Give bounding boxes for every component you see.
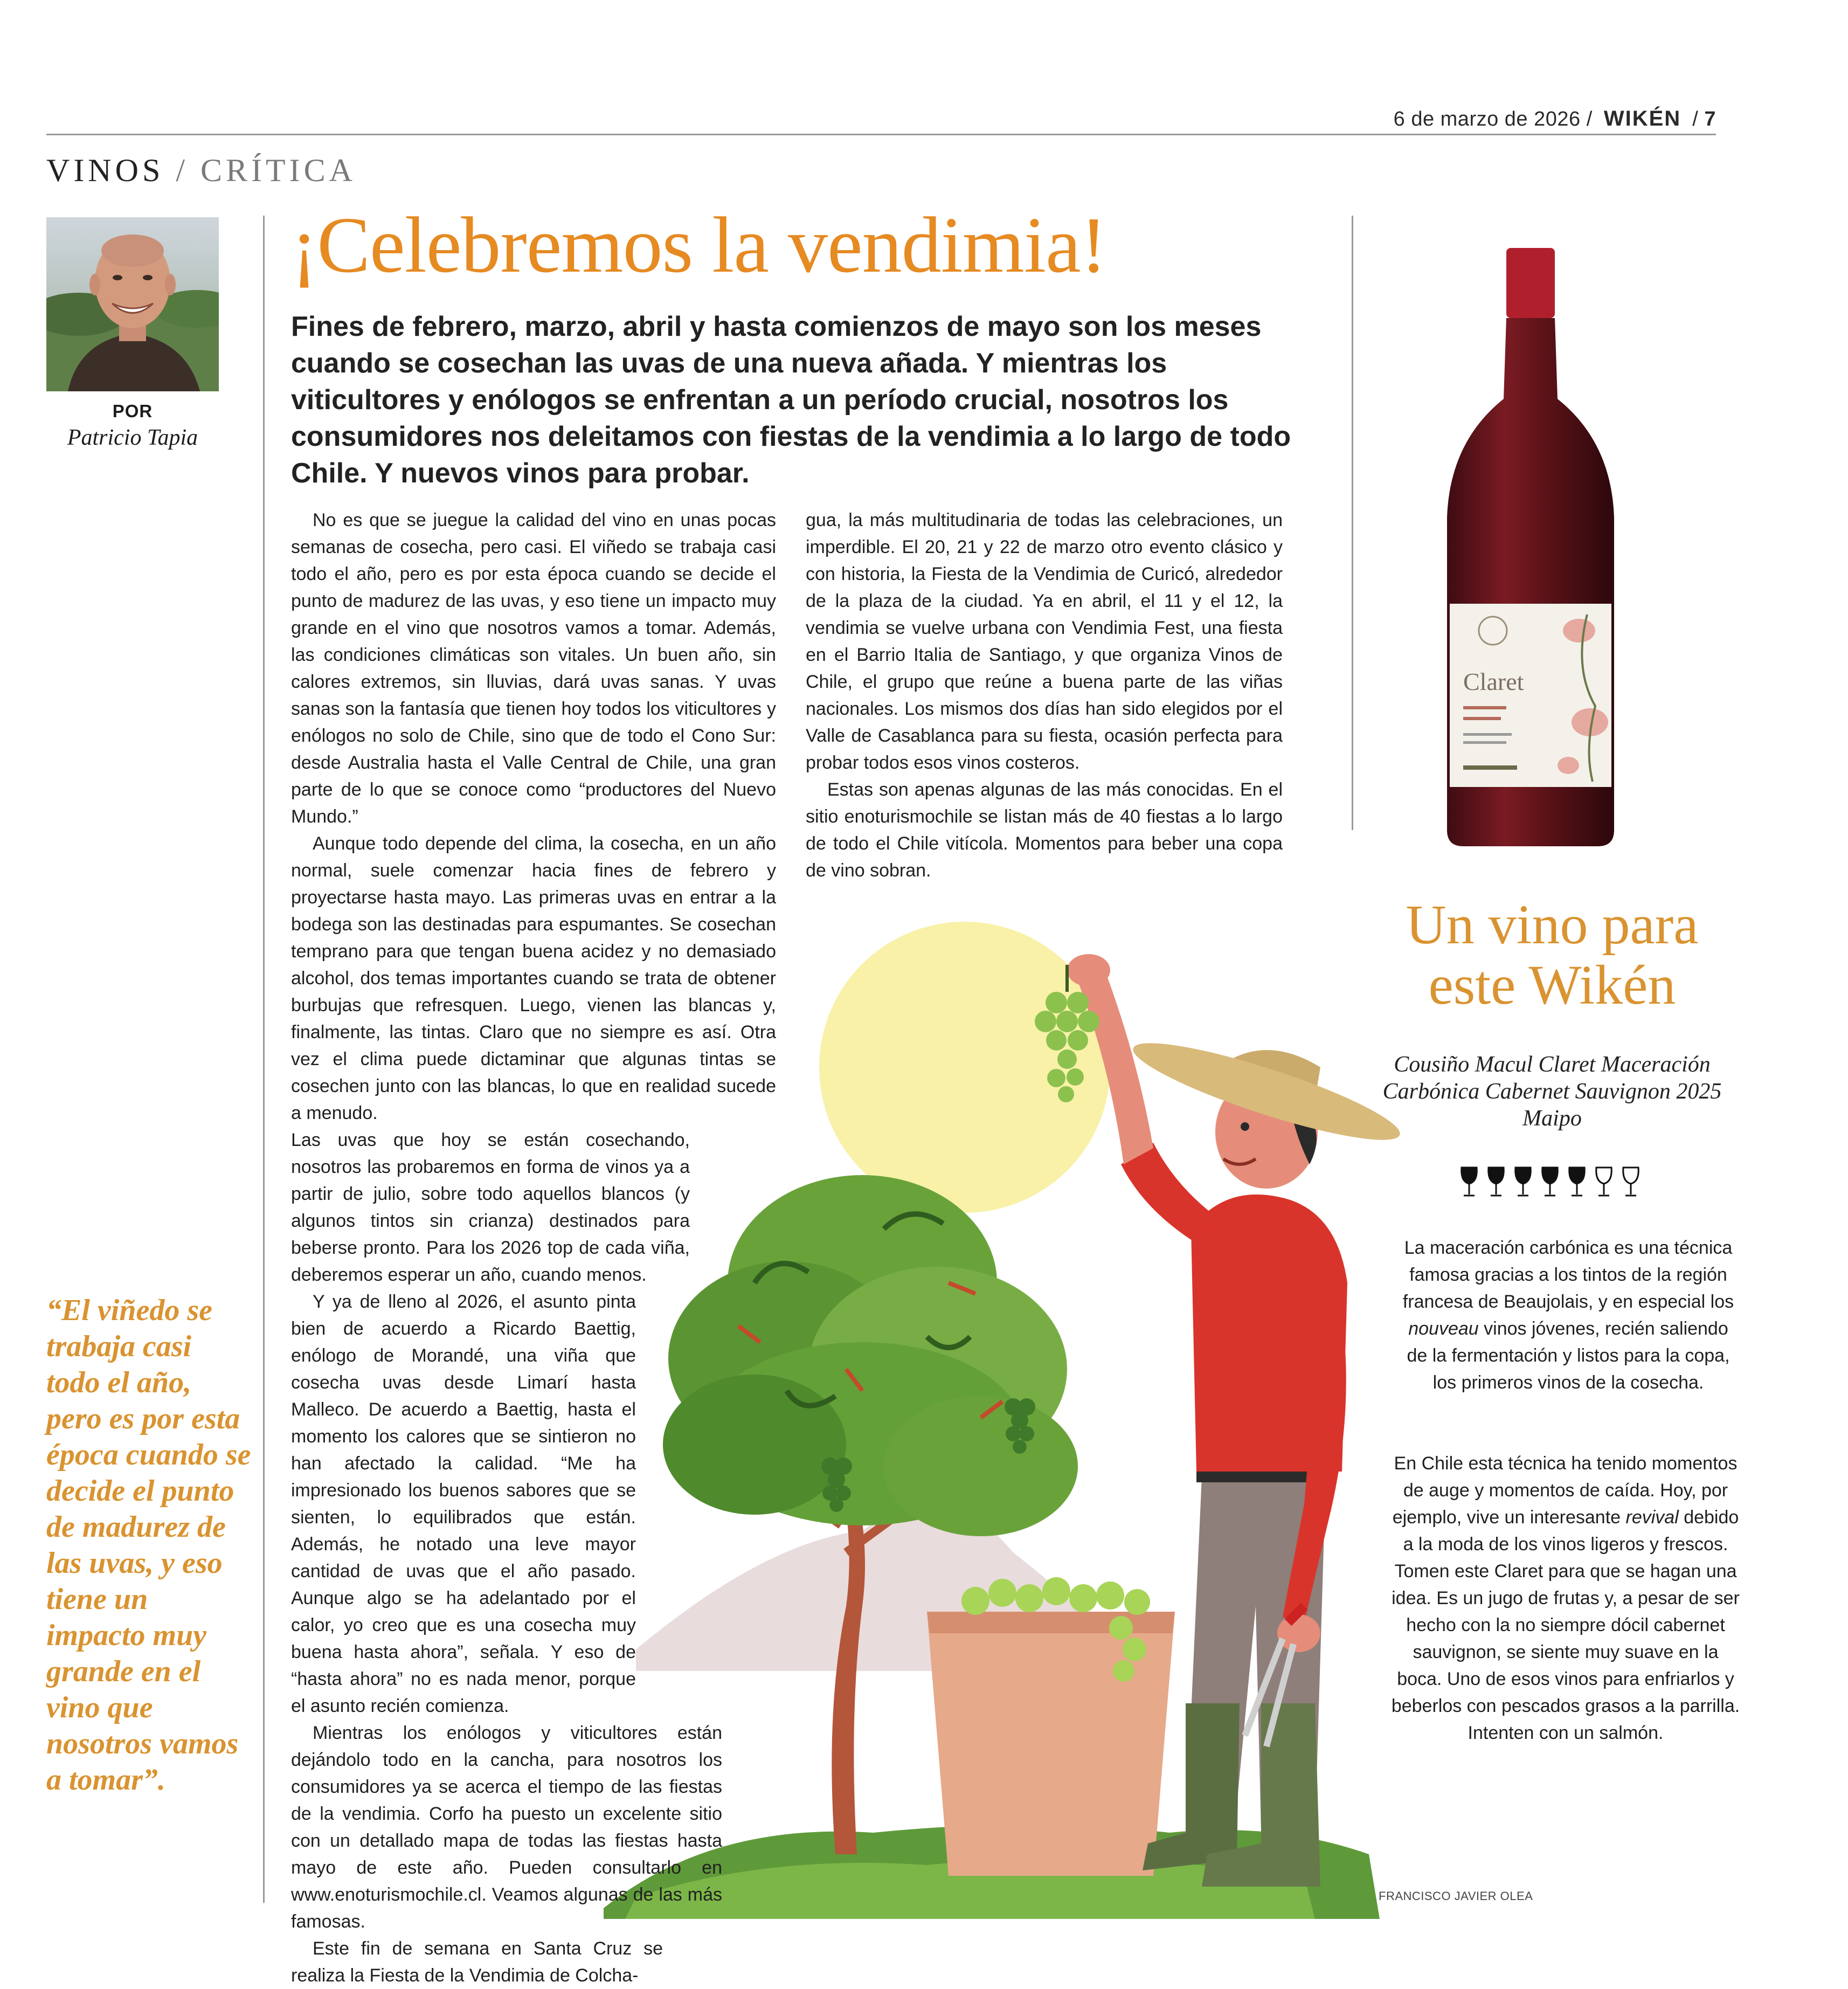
article-column-2 — [806, 507, 1283, 884]
wine-box-title: Un vino para este Wikén — [1406, 894, 1699, 1016]
paragraph — [1390, 1450, 1741, 1746]
paragraph-wrap-narrow — [291, 1288, 636, 1719]
section-label — [46, 152, 356, 189]
paragraph — [1396, 1234, 1741, 1396]
column-rule-right — [1352, 216, 1353, 830]
filled-wine-glass-icon — [1542, 1168, 1558, 1196]
paragraph: Y ya de lleno al 2026, el asunto pinta bien de acuerdo a Ricardo Baettig, enólogo de Morandé, una viña que cosecha uvas desde Limarí hasta Malleco. De acuerdo a Baettig, hasta el momento los calores que se sintieron no han afectado la calidad. “Me ha impresionado los buenos sabores que se sienten, lo equilibrados que están. Además, he notado una leve mayor cantidad de uvas que el año pasado. Aunque algo se ha adelantado por el calor, yo creo que es una cosecha muy buena hasta ahora”, señala. Y eso de “hasta ahora” no es nada menor, porque el asunto recién comienza. — [291, 1292, 636, 1716]
paragraph — [291, 830, 776, 1127]
folio-separator-2: / — [1692, 108, 1699, 130]
filled-wine-glass-icon — [1569, 1168, 1584, 1196]
paragraph-text: debido a la moda de los vinos ligeros y frescos. Tomen este Claret para que se hagan una idea. Es un jugo de frutas y, a pesar de ser hecho con la no siempre dócil cabernet sauvignon, se siente muy suave en la boca. Uno de esos vinos para enfriarlos y beberlos con pescados grasos a la parrilla. Intenten con un salmón. — [1391, 1507, 1740, 1743]
italic-term: nouveau — [1408, 1318, 1479, 1339]
paragraph: Mientras los enólogos y viticultores están dejándolo todo en la cancha, para nosotros los consumidores ya se acerca el tiempo de las fiestas de la vendimia. Corfo ha puesto un excelente sitio con un detallado mapa de todas las fiestas hasta mayo de este año. Pueden consultarlo en www.enoturismochile.cl. Veamos algunas de las más famosas. — [291, 1723, 722, 1932]
wine-name: Cousiño Macul Claret Maceración Carbónica Cabernet Sauvignon 2025 Maipo — [1382, 1052, 1722, 1131]
paragraph-text: vinos jóvenes, recién saliendo de la fermentación y listos para la copa, los primeros vinos de la cosecha. — [1407, 1318, 1730, 1393]
brand-logo: WIKÉN — [1603, 107, 1681, 130]
wine-review-p1 — [1396, 1234, 1741, 1396]
byline-label: POR — [112, 401, 153, 421]
rating-glasses — [1455, 1165, 1649, 1199]
issue-date: 6 de marzo de 2026 — [1393, 108, 1581, 130]
paragraph-wrap — [291, 1127, 690, 1288]
paragraph-text: Aunque todo depende del clima, la cosecha, en un año normal, suele comenzar hacia fines de febrero y proyectarse hasta mayo. Las primeras uvas en entrar a la bodega son las destinadas para espumantes. Se cosechan temprano para que tengan buena acidez y no demasiado alcohol, dos temas importantes cuando se trata de obtener burbujas que refresquen. Luego, vienen las blancas y, finalmente, las tintas. Claro que no siempre es así. Otra vez el clima puede dictaminar que algunas tintas se cosechen junto con las blancas, lo que en realidad sucede a menudo. — [291, 833, 776, 1123]
article-deck: Fines de febrero, marzo, abril y hasta comienzos de mayo son los meses cuando se cosechan las uvas de una nueva añada. Y mientras los viticultores y enólogos se enfrentan a un período crucial, nosotros los consumidores nos deleitamos con fiestas de la vendimia a lo largo de todo Chile. Y nuevos vinos para probar. — [291, 311, 1291, 489]
filled-wine-glass-icon — [1515, 1168, 1531, 1196]
harvest-basket — [927, 1577, 1175, 1876]
paragraph: No es que se juegue la calidad del vino en unas pocas semanas de cosecha, pero casi. El viñedo se trabaja casi todo el año, pero es por esta época cuando se decide el punto de madurez de las uvas, y eso tiene un impacto muy grande en el vino que nosotros vamos a tomar. Además, las condiciones climáticas son vitales. Un buen año, sin calores extremos, sin lluvias, dará uvas sanas. Y uvas sanas son la fantasía que tienen hoy todos los viticultores y enólogos no solo de Chile, sino que de todo el Cono Sur: desde Australia hasta el Valle Central de Chile, una gran parte de lo que se conoce como “productores del Nuevo Mundo.” — [291, 510, 776, 827]
filled-wine-glass-icon — [1489, 1168, 1504, 1196]
paragraph: Estas son apenas algunas de las más conocidas. En el sitio enoturismochile se listan más de 40 fiestas a lo largo de todo el Chile vitícola. Momentos para beber una copa de vino sobran. — [806, 779, 1283, 881]
headline: ¡Celebremos la vendimia! — [291, 201, 1107, 289]
page-number: 7 — [1704, 108, 1716, 130]
paragraph: gua, la más multitudinaria de todas las celebraciones, un imperdible. El 20, 21 y 22 de marzo otro evento clásico y con historia, la Fiesta de la Vendimia de Curicó, alrededor de la plaza de la ciudad. Ya en abril, el 11 y el 12, la vendimia se vuelve urbana con Vendimia Fest, una fiesta en el Barrio Italia de Santiago, y que organiza Vinos de Chile, el grupo que reúne a buena parte de las viñas nacionales. Los mismos dos días han sido elegidos por el Valle de Casablanca para su fiesta, ocasión perfecta para probar todos esos vinos costeros. — [806, 510, 1283, 773]
filled-wine-glass-icon — [1462, 1168, 1477, 1196]
wine-bottle-image — [1434, 237, 1628, 852]
empty-wine-glass-icon — [1596, 1168, 1611, 1196]
article-column-1 — [291, 507, 776, 1989]
wine-review-p2 — [1390, 1450, 1741, 1746]
bottle-label-text: Claret — [1463, 668, 1524, 695]
section-subname: CRÍTICA — [200, 153, 357, 188]
column-rule-left — [263, 216, 265, 1903]
empty-wine-glass-icon — [1623, 1168, 1638, 1196]
paragraph: Este fin de semana en Santa Cruz se realiza la Fiesta de la Vendimia de Colcha- — [291, 1938, 663, 1986]
paragraph-text: La maceración carbónica es una técnica famosa gracias a los tintos de la región francesa de Beaujolais, y en especial los — [1402, 1238, 1734, 1312]
paragraph-text: Las uvas que hoy se están cosechando, nosotros las probaremos en forma de vinos ya a partir de julio, sobre todo aquellos blancos (y algunos tintos sin crianza) destinados para beberse pronto. Para los 2026 top de cada viña, deberemos esperar un año, cuando menos. — [291, 1130, 690, 1285]
author-name: Patricio Tapia — [67, 425, 198, 450]
italic-term: revival — [1625, 1507, 1679, 1528]
page-folio — [1394, 107, 1716, 131]
paragraph-text: En Chile esta técnica ha tenido momentos de auge y momentos de caída. Hoy, por ejemplo, vive un interesante — [1392, 1453, 1738, 1528]
header-rule — [46, 134, 1716, 135]
paragraph-wrap-end — [291, 1935, 663, 1989]
folio-separator: / — [1586, 108, 1593, 130]
section-name: VINOS — [46, 153, 164, 188]
illustration-credit: FRANCISCO JAVIER OLEA — [1379, 1889, 1533, 1903]
pull-quote: “El viñedo se trabaja casi todo el año, pero es por esta época cuando se decide el punto de madurez de las uvas, y eso tiene un impacto muy grande en el vino que nosotros vamos a tomar”. — [46, 1294, 251, 1797]
author-photo — [46, 217, 219, 391]
section-separator: / — [176, 153, 189, 188]
paragraph-wrap-mid — [291, 1719, 722, 1935]
